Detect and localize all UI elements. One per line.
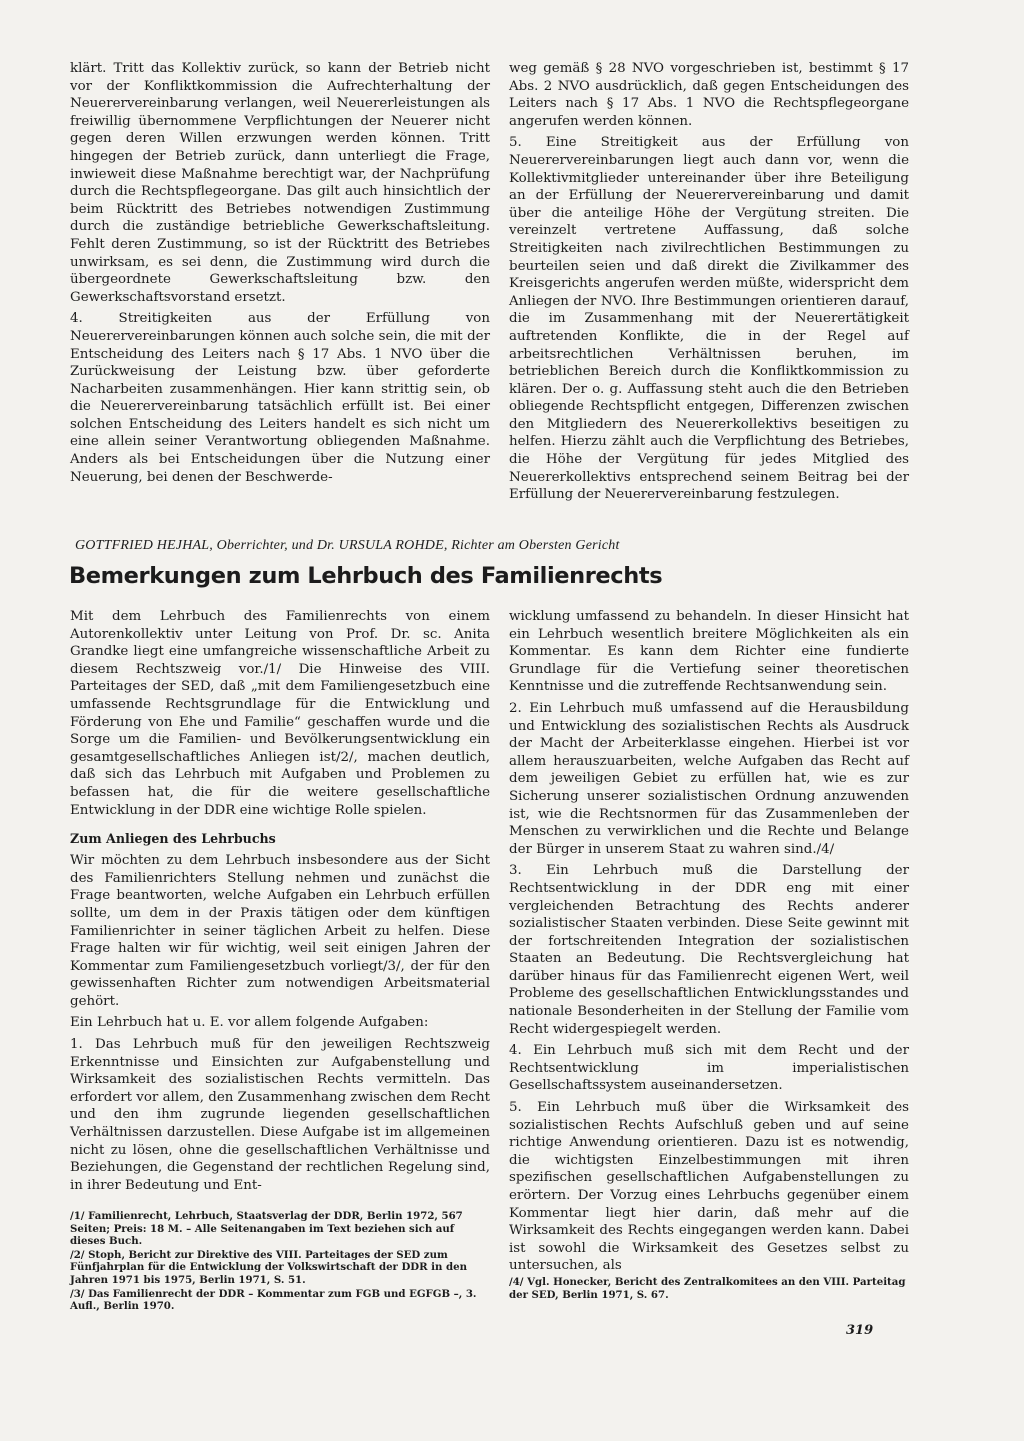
paragraph: weg gemäß § 28 NVO vorgeschrieben ist, bestimmt § 17 Abs. 2 NVO ausdrücklich, daß gegen Entscheidungen des Leiters nach § 17 Abs. 1 NVO die Rechtspflegeorgane angerufen werden können. bbox=[509, 61, 909, 129]
paragraph: wicklung umfassend zu behandeln. In dieser Hinsicht hat ein Lehrbuch wesentlich breitere Möglichkeiten als ein Kommentar. Es kann dem Richter eine fundierte Grundlage für die Vertiefung seiner theoretischen Kenntnisse und die zutreffende Rechtsanwendung sein. bbox=[509, 609, 909, 695]
paragraph: 2. Ein Lehrbuch muß umfassend auf die Herausbildung und Entwicklung des sozialistischen Rechts als Ausdruck der Macht der Arbeiterklasse eingehen. Hierbei ist vor allem herauszuarbeiten, welche Aufgaben das Recht auf dem jeweiligen Gebiet zu erfüllen hat, wie es zur Sicherung unserer sozialistischen Ordnung anzuwenden ist, wie die Rechtsnormen für das Zusammenleben der Menschen zu verwirklichen und die Rechte und Belange der Bürger in unserem Staat zu wahren sind./4/ bbox=[509, 700, 909, 857]
paragraph: 5. Eine Streitigkeit aus der Erfüllung von Neuerervereinbarungen liegt auch dann vor, wenn die Kollektivmitglieder untereinander über ihre Beteiligung an der Erfüllung der Neuerervereinbarung und damit über die anteilige Höhe der Vergütung streiten. Die vereinzelt vertretene Auffassung, daß solche Streitigkeiten nach zivilrechtlichen Bestimmungen zu beurteilen seien und daß direkt die Zivilkammer des Kreisgerichts angerufen werden müßte, widerspricht dem Anliegen der NVO. Ihre Bestimmungen orientieren darauf, die im Zusammenhang mit der Neuerertätigkeit auftretenden Konflikte, die in der Regel auf arbeitsrechtlichen Verhältnissen beruhen, im betrieblichen Bereich durch die Konfliktkommission zu klären. Der o. g. Auffassung steht auch die den Betrieben obliegende Rechtspflicht entgegen, Differenzen zwischen den Mitgliedern des Neuererkollektivs beseitigen zu helfen. Hierzu zählt auch die Verpflichtung des Betriebes, die Höhe der Vergütung für jedes Mitglied des Neuererkollektivs entsprechend seinem Beitrag bei der Erfüllung der Neuerervereinbarung festzulegen. bbox=[509, 135, 909, 503]
top-right-column bbox=[509, 60, 909, 508]
footnotes-left bbox=[70, 1210, 490, 1314]
paragraph: 1. Das Lehrbuch muß für den jeweiligen Rechtszweig Erkenntnisse und Einsichten zur Aufgabenstellung und Wirksamkeit des sozialistischen Rechts vermitteln. Das erfordert vor allem, den Zusammenhang zwischen dem Recht und den ihm zugrunde liegenden gesellschaftlichen Verhältnissen darzustellen. Diese Aufgabe ist im allgemeinen nicht zu lösen, ohne die gesellschaftlichen Verhältnisse und Beziehungen, die Gegenstand der rechtlichen Regelung sind, in ihrer Bedeutung und Ent- bbox=[70, 1037, 490, 1193]
page-number: 319 bbox=[846, 1323, 874, 1338]
article-title: Bemerkungen zum Lehrbuch des Familienrechts bbox=[69, 563, 663, 589]
paragraph: 5. Ein Lehrbuch muß über die Wirksamkeit des sozialistischen Rechts Aufschluß geben und auf seine richtige Anwendung orientieren. Dazu ist es notwendig, die wichtigsten Einzelbestimmungen mit ihren spezifischen gesellschaftlichen Aufgabenstellungen zu erörtern. Der Vorzug eines Lehrbuchs gegenüber einem Kommentar liegt hier darin, daß mehr auf die Wirksamkeit des Rechts eingegangen werden kann. Dabei ist sowohl die Wirksamkeit des Gesetzes selbst zu untersuchen, als bbox=[509, 1100, 909, 1274]
paragraph: Ein Lehrbuch hat u. E. vor allem folgende Aufgaben: bbox=[70, 1015, 429, 1031]
top-left-column bbox=[70, 60, 490, 490]
section-heading: Zum Anliegen des Lehrbuchs bbox=[70, 831, 276, 847]
footnote: /3/ Das Familienrecht der DDR – Kommentar zum FGB und EGFGB –, 3. Aufl., Berlin 1970. bbox=[70, 1287, 477, 1313]
paragraph: 4. Ein Lehrbuch muß sich mit dem Recht und der Rechtsentwicklung im imperialistischen Gesellschaftssystem auseinandersetzen. bbox=[509, 1043, 909, 1094]
footnote: /2/ Stoph, Bericht zur Direktive des VIII. Parteitages der SED zum Fünfjahrplan für die Entwicklung der Volkswirtschaft der DDR in den Jahren 1971 bis 1975, Berlin 1971, S. 51. bbox=[70, 1248, 467, 1286]
paragraph: klärt. Tritt das Kollektiv zurück, so kann der Betrieb nicht vor der Konfliktkommission die Aufrechterhaltung der Neuerervereinbarung verlangen, weil Neuererleistungen als freiwillig übernommene Verpflichtungen der Neuerer nicht gegen deren Willen erzwungen werden können. Tritt hingegen der Betrieb zurück, dann unterliegt die Frage, inwieweit diese Maßnahme berechtigt war, der Nachprüfung durch die Rechtspflegeorgane. Das gilt auch hinsichtlich der beim Rücktritt des Betriebes notwendigen Zustimmung durch die zuständige betriebliche Gewerkschaftsleitung. Fehlt deren Zustimmung, so ist der Rücktritt des Betriebes unwirksam, es sei denn, die Zustimmung wird durch die übergeordnete Gewerkschaftsleitung bzw. den Gewerkschaftsvorstand ersetzt. bbox=[70, 61, 490, 305]
article-byline: GOTTFRIED HEJHAL, Oberrichter, und Dr. URSULA ROHDE, Richter am Obersten Gericht bbox=[75, 538, 620, 553]
footnote: /4/ Vgl. Honecker, Bericht des Zentralkomitees an den VIII. Parteitag der SED, Berlin 1971, S. 67. bbox=[509, 1276, 906, 1301]
article-right-column bbox=[509, 608, 909, 1279]
paragraph: 3. Ein Lehrbuch muß die Darstellung der Rechtsentwicklung in der DDR eng mit einer vergleichenden Betrachtung des Rechts anderer sozialistischer Staaten verbinden. Diese Seite gewinnt mit der fortschreitenden Integration der sozialistischen Staaten an Bedeutung. Die Rechtsvergleichung hat darüber hinaus für das Familienrecht eigenen Wert, weil Probleme des gesellschaftlichen Entwicklungsstandes und nationale Besonderheiten in der Stellung der Familie vom Recht widergespiegelt werden. bbox=[509, 863, 909, 1037]
article-left-column bbox=[70, 608, 490, 1198]
footnote: /1/ Familienrecht, Lehrbuch, Staatsverlag der DDR, Berlin 1972, 567 Seiten; Preis: 18 M. – Alle Seitenangaben im Text beziehen sich auf dieses Buch. bbox=[70, 1210, 463, 1248]
footnotes-right bbox=[509, 1276, 909, 1302]
paragraph: Wir möchten zu dem Lehrbuch insbesondere aus der Sicht des Familienrichters Stellung nehmen und zunächst die Frage beantworten, welche Aufgaben ein Lehrbuch erfüllen sollte, um dem in der Praxis tätigen oder dem künftigen Familienrichter in seiner täglichen Arbeit zu helfen. Diese Frage halten wir für wichtig, weil seit einigen Jahren der Kommentar zum Familiengesetzbuch vorliegt/3/, der für den gewissenhaften Richter zum notwendigen Arbeitsmaterial gehört. bbox=[70, 853, 490, 1009]
paragraph: Mit dem Lehrbuch des Familienrechts von einem Autorenkollektiv unter Leitung von Prof. Dr. sc. Anita Grandke liegt eine umfangreiche wissenschaftliche Arbeit zu diesem Rechtszweig vor./1/ Die Hinweise des VIII. Parteitages der SED, daß „mit dem Familiengesetzbuch eine umfassende Rechtsgrundlage für die Entwicklung und Förderung von Ehe und Familie“ geschaffen wurde und die Sorge um die Familien- und Bevölkerungsentwicklung ein gesamtgesellschaftliches Anliegen ist/2/, machen deutlich, daß sich das Lehrbuch mit Aufgaben und Problemen zu befassen hat, die für die weitere gesellschaftliche Entwicklung in der DDR eine wichtige Rolle spielen. bbox=[70, 609, 490, 818]
paragraph: 4. Streitigkeiten aus der Erfüllung von Neuerervereinbarungen können auch solche sein, die mit der Entscheidung des Leiters nach § 17 Abs. 1 NVO über die Zurückweisung der Leistung bzw. über geforderte Nacharbeiten zusammenhängen. Hier kann strittig sein, ob die Neuerervereinbarung tatsächlich erfüllt ist. Bei einer solchen Entscheidung des Leiters handelt es sich nicht um eine allein seiner Verantwortung obliegenden Maßnahme. Anders als bei Entscheidungen über die Nutzung einer Neuerung, bei denen der Beschwerde- bbox=[70, 311, 490, 485]
